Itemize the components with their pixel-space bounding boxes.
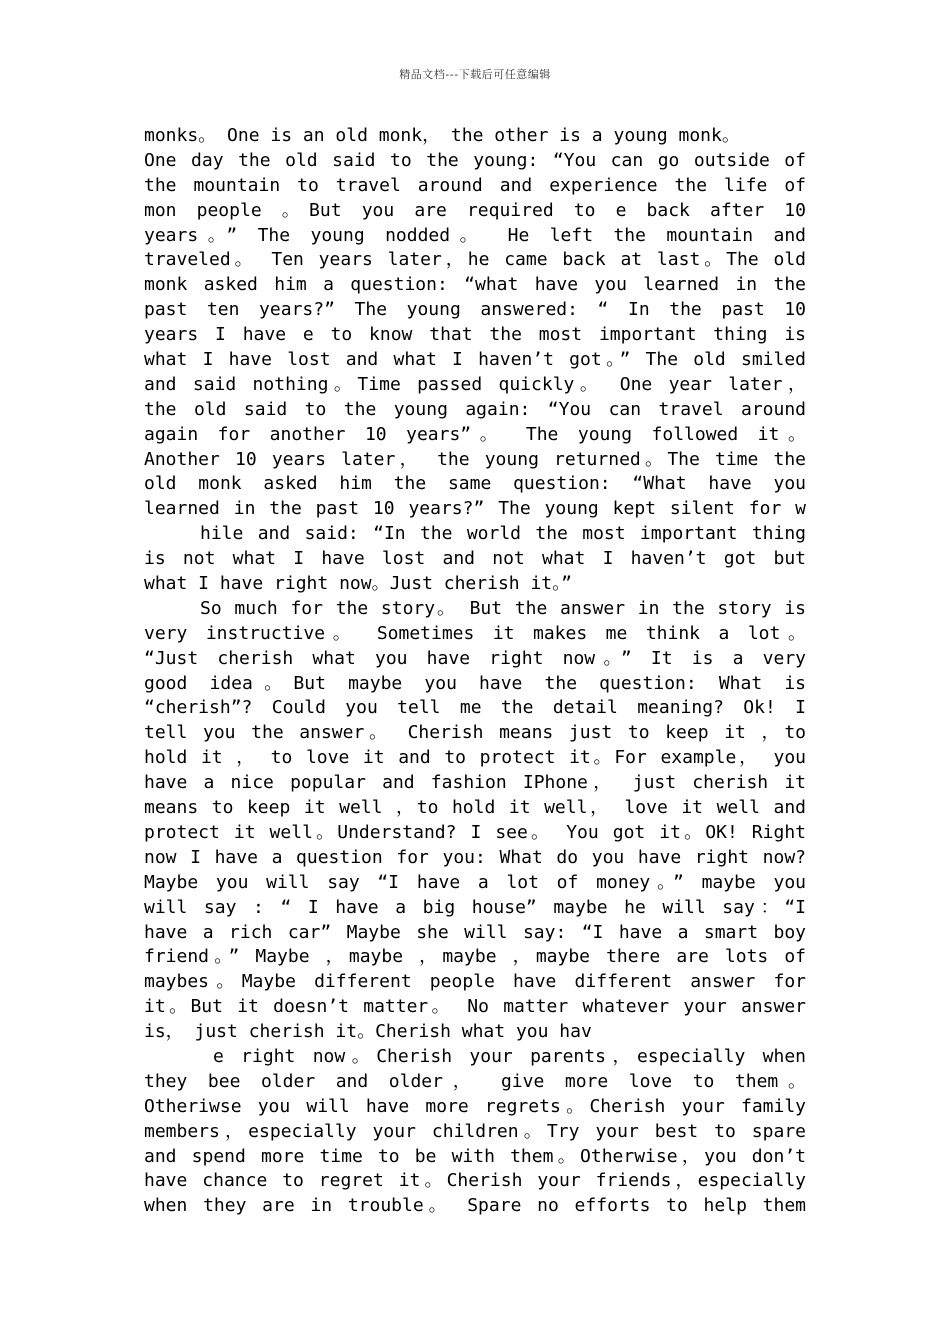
text-line: hold it ， to love it and to protect it。For example， you — [144, 747, 806, 769]
text-line: and spend more time to be with them。Otherwise，you don’t — [144, 1145, 806, 1167]
text-line: Maybe you will say “I have a lot of money。” maybe you — [144, 871, 806, 893]
text-line: One day the old said to the young: “You can go outside of — [144, 149, 806, 171]
text-line: maybes。Maybe different people have different answer for — [144, 971, 806, 993]
text-line: what I have lost and what I haven’t got。” The old smiled — [144, 349, 806, 371]
text-line: learned in the past 10 years?” The young kept silent for w — [144, 498, 806, 520]
text-line: past ten years?” The young answered: “ In the past 10 — [144, 299, 806, 321]
text-line: hile and said: “In the world the most important thing — [200, 523, 806, 545]
text-line: monks。 One is an old monk， the other is a young monk。 — [144, 125, 740, 146]
text-line: years I have e to know that the most important thing is — [144, 324, 806, 346]
document-body — [144, 124, 806, 1219]
text-line: and said nothing。Time passed quickly。 One year later， — [144, 373, 806, 395]
text-line: is， just cherish it。Cherish what you hav — [144, 1021, 592, 1043]
text-line: traveled。 Ten years later，he came back at last。The old — [144, 249, 806, 271]
text-line: have a rich car” Maybe she will say: “I have a smart boy — [144, 921, 806, 943]
text-line: it。But it doesn’t matter。 No matter whatever your answer — [144, 996, 806, 1018]
text-line: the old said to the young again: “You can travel around — [144, 398, 806, 420]
text-line: monk asked him a question: “what have you learned in the — [144, 274, 806, 296]
text-line: what I have right now。Just cherish it。” — [144, 573, 572, 595]
text-line: So much for the story。 But the answer in the story is — [200, 597, 806, 619]
text-line: have chance to regret it。Cherish your friends，especially — [144, 1170, 806, 1192]
text-line: mon people 。But you are required to e back after 10 — [144, 199, 806, 221]
text-line: old monk asked him the same question: “What have you — [144, 473, 806, 495]
text-line: Another 10 years later， the young returned。The time the — [144, 448, 806, 470]
page-header: 精品文档---下载后可任意编辑 — [399, 68, 551, 81]
text-line: they bee older and older， give more love to them。 — [144, 1070, 806, 1092]
text-line: the mountain to travel around and experience the life of — [144, 174, 806, 196]
text-line: friend。” Maybe ，maybe ，maybe ，maybe there are lots of — [144, 946, 806, 968]
text-line: when they are in trouble。 Spare no efforts to help them — [144, 1195, 806, 1217]
text-line: again for another 10 years”。 The young followed it。 — [144, 423, 806, 445]
text-line: very instructive。 Sometimes it makes me think a lot。 — [144, 622, 806, 644]
text-line: “Just cherish what you have right now。” It is a very — [144, 647, 806, 669]
text-line: protect it well。Understand? I see。 You got it。OK! Right — [144, 821, 806, 843]
text-line: years。” The young nodded。 He left the mountain and — [144, 224, 806, 246]
text-line: tell you the answer。 Cherish means just to keep it ，to — [144, 722, 806, 744]
text-line: means to keep it well ，to hold it well， love it well and — [144, 797, 806, 819]
text-line: e right now。Cherish your parents，especially when — [213, 1045, 806, 1067]
text-line: will say : “ I have a big house” maybe he will say：“I — [144, 896, 806, 918]
text-line: now I have a question for you: What do you have right now? — [144, 846, 806, 868]
text-line: “cherish”? Could you tell me the detail meaning? Ok! I — [144, 697, 806, 719]
text-line: have a nice popular and fashion IPhone， just cherish it — [144, 772, 806, 794]
text-line: members，especially your children。Try your best to spare — [144, 1120, 806, 1142]
text-line: is not what I have lost and not what I haven’t got but — [144, 548, 806, 570]
text-line: Otheriwse you will have more regrets。Cherish your family — [144, 1095, 806, 1117]
text-line: good idea。But maybe you have the question: What is — [144, 672, 806, 694]
